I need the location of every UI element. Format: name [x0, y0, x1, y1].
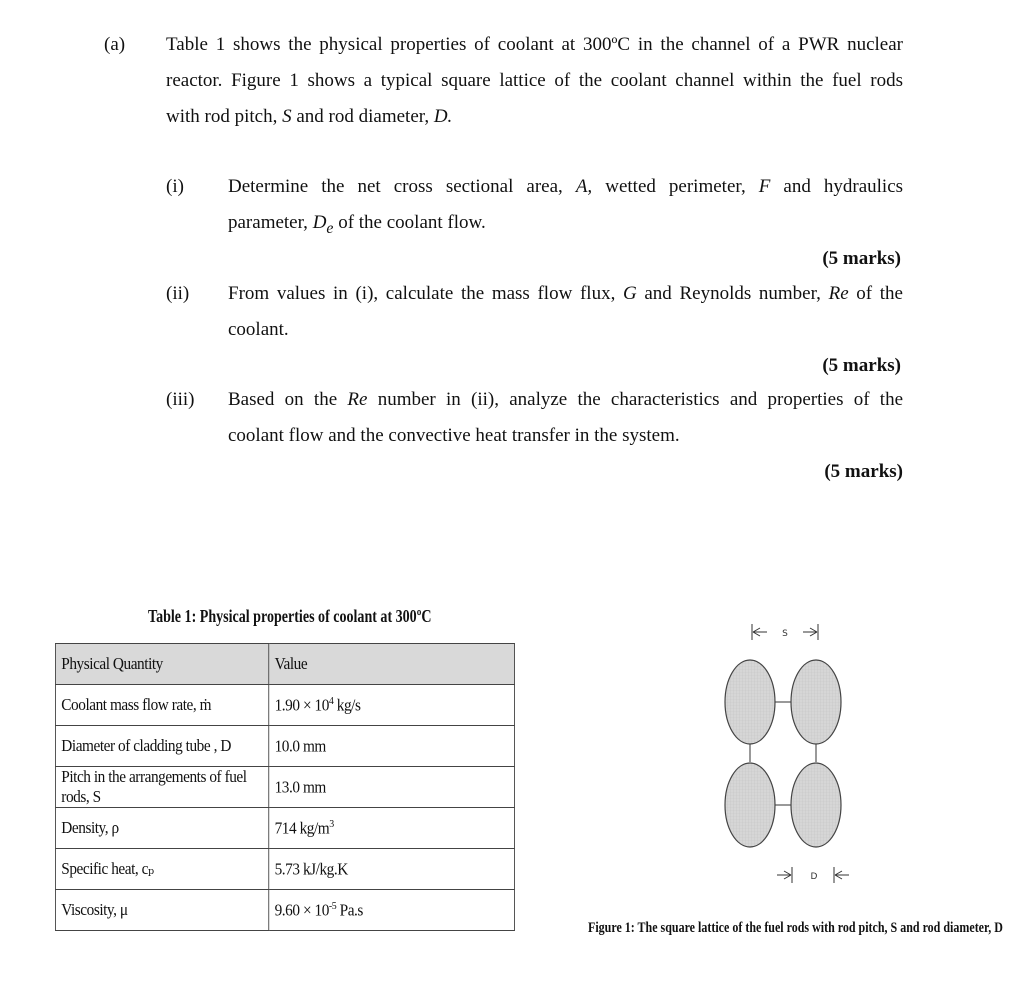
- pitch-label: S: [782, 629, 788, 639]
- table-row: [55, 685, 514, 726]
- table-header-row: [55, 644, 514, 685]
- table-row: [55, 726, 514, 767]
- q2-marks: (5 marks): [822, 355, 901, 376]
- table-header-quantity: Physical Quantity: [55, 644, 268, 685]
- fuel-rod: [791, 660, 841, 744]
- table-cell-value: $1.90 \times 10^4$ kg/s: [269, 685, 515, 726]
- q1-label: (i): [166, 176, 184, 197]
- intro-line-2: reactor. Figure 1 shows a typical square lattice of the coolant channel within the fuel rods: [166, 70, 903, 91]
- part-label: (a): [104, 34, 126, 55]
- diameter-label: D: [810, 872, 818, 882]
- q2-line-1: From values in (i), calculate the mass flow flux, G and Reynolds number, Re of the: [228, 283, 903, 304]
- q3-line-2: coolant flow and the convective heat transfer in the system.: [228, 425, 680, 446]
- q1-marks: (5 marks): [822, 248, 901, 269]
- table-cell-value: 10.0 mm: [269, 726, 515, 767]
- table-cell-value: $9.60 \times 10^{-5}$ Pa.s: [269, 890, 515, 931]
- q2-label: (ii): [166, 283, 190, 304]
- q3-line-1: Based on the Re number in (ii), analyze the characteristics and properties of the: [228, 389, 903, 410]
- table-cell-value: 5.73 kJ/kg.K: [269, 849, 515, 890]
- table-row: [55, 767, 514, 808]
- table-cell-value: 714 $kg/m^3$: [269, 808, 515, 849]
- fuel-rod: [725, 660, 775, 744]
- table-cell-quantity: Pitch in the arrangements of fuel rods, S: [55, 767, 268, 808]
- table-row: [55, 849, 514, 890]
- q3-text: [228, 382, 903, 454]
- table-caption: Table 1: Physical properties of coolant at 300ºC: [148, 606, 432, 626]
- table-row: [55, 808, 514, 849]
- q2-line-2: coolant.: [228, 319, 289, 340]
- table-row: [55, 890, 514, 931]
- q1-line-2: parameter, $D_e$ of the coolant flow.: [228, 212, 486, 237]
- table-header-value: Value: [269, 644, 515, 685]
- table-cell-quantity: Coolant mass flow rate, ṁ: [55, 685, 268, 726]
- q1-text: [228, 169, 903, 247]
- properties-table: [55, 643, 515, 931]
- intro-line-3: with rod pitch, S and rod diameter, D.: [166, 106, 453, 127]
- q1-line-1: Determine the net cross sectional area, A, wetted perimeter, F and hydraulics: [228, 176, 904, 197]
- q3-label: (iii): [166, 389, 195, 410]
- intro-paragraph: [166, 27, 903, 135]
- q3-marks: (5 marks): [824, 461, 903, 482]
- table-cell-quantity: Specific heat, cₚ: [55, 849, 268, 890]
- table-cell-quantity: Viscosity, μ: [55, 890, 268, 931]
- table-cell-quantity: Density, ρ: [55, 808, 268, 849]
- figure-caption: Figure 1: The square lattice of the fuel rods with rod pitch, S and rod diameter, D: [588, 920, 1003, 936]
- q2-text: [228, 276, 903, 348]
- table-cell-quantity: Diameter of cladding tube , D: [55, 726, 268, 767]
- fuel-rod: [725, 763, 775, 847]
- fuel-rod-lattice-figure: [715, 612, 855, 892]
- intro-line-1: Table 1 shows the physical properties of coolant at 300ºC in the channel of a PWR nuclear: [166, 34, 903, 55]
- fuel-rod: [791, 763, 841, 847]
- table-cell-value: 13.0 mm: [269, 767, 515, 808]
